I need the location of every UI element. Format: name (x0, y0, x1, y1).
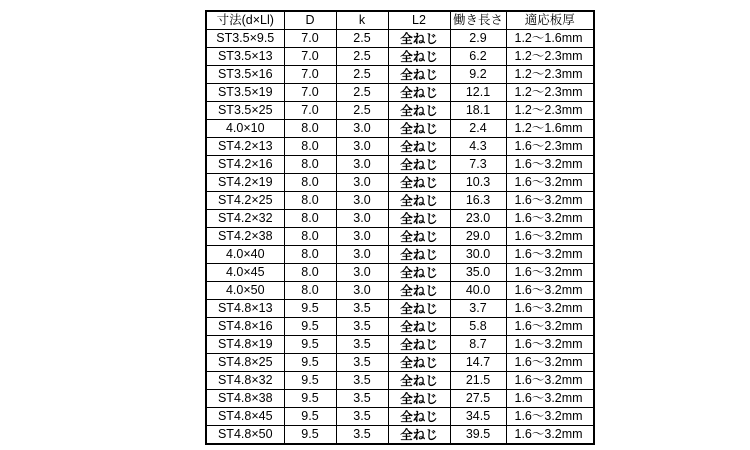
header-plate-thickness: 適応板厚 (506, 11, 594, 30)
cell-d: 7.0 (284, 48, 336, 66)
cell-working-length: 10.3 (450, 174, 506, 192)
cell-plate-thickness: 1.2～1.6mm (506, 120, 594, 138)
cell-size: ST3.5×13 (206, 48, 284, 66)
cell-d: 8.0 (284, 264, 336, 282)
table-row (206, 102, 594, 120)
cell-k: 3.0 (336, 156, 388, 174)
cell-l2: 全ねじ (388, 228, 450, 246)
cell-working-length: 34.5 (450, 408, 506, 426)
cell-working-length: 23.0 (450, 210, 506, 228)
cell-size: ST3.5×19 (206, 84, 284, 102)
cell-l2: 全ねじ (388, 138, 450, 156)
cell-plate-thickness: 1.2～2.3mm (506, 66, 594, 84)
cell-l2: 全ねじ (388, 372, 450, 390)
cell-k: 3.5 (336, 300, 388, 318)
cell-working-length: 39.5 (450, 426, 506, 445)
cell-k: 3.0 (336, 246, 388, 264)
cell-working-length: 40.0 (450, 282, 506, 300)
cell-working-length: 16.3 (450, 192, 506, 210)
cell-l2: 全ねじ (388, 210, 450, 228)
cell-k: 3.5 (336, 354, 388, 372)
cell-plate-thickness: 1.6～3.2mm (506, 228, 594, 246)
cell-l2: 全ねじ (388, 192, 450, 210)
cell-l2: 全ねじ (388, 246, 450, 264)
cell-working-length: 4.3 (450, 138, 506, 156)
cell-k: 3.5 (336, 336, 388, 354)
table-row (206, 426, 594, 445)
cell-l2: 全ねじ (388, 390, 450, 408)
cell-k: 3.5 (336, 372, 388, 390)
cell-plate-thickness: 1.6～3.2mm (506, 300, 594, 318)
cell-working-length: 29.0 (450, 228, 506, 246)
cell-k: 2.5 (336, 66, 388, 84)
cell-size: ST4.2×32 (206, 210, 284, 228)
cell-d: 9.5 (284, 372, 336, 390)
cell-l2: 全ねじ (388, 102, 450, 120)
cell-d: 8.0 (284, 192, 336, 210)
cell-d: 8.0 (284, 174, 336, 192)
cell-working-length: 27.5 (450, 390, 506, 408)
table-row (206, 30, 594, 48)
table-row (206, 246, 594, 264)
cell-size: ST4.2×16 (206, 156, 284, 174)
cell-k: 3.0 (336, 138, 388, 156)
cell-k: 2.5 (336, 30, 388, 48)
cell-l2: 全ねじ (388, 84, 450, 102)
cell-plate-thickness: 1.6～3.2mm (506, 390, 594, 408)
cell-plate-thickness: 1.6～3.2mm (506, 336, 594, 354)
table-row (206, 408, 594, 426)
header-d: D (284, 11, 336, 30)
table-row (206, 264, 594, 282)
cell-working-length: 5.8 (450, 318, 506, 336)
cell-k: 3.0 (336, 264, 388, 282)
cell-l2: 全ねじ (388, 156, 450, 174)
table-row (206, 282, 594, 300)
table-row (206, 120, 594, 138)
cell-plate-thickness: 1.6～3.2mm (506, 210, 594, 228)
cell-l2: 全ねじ (388, 282, 450, 300)
cell-size: ST4.8×25 (206, 354, 284, 372)
cell-size: ST4.8×50 (206, 426, 284, 445)
cell-plate-thickness: 1.6～3.2mm (506, 282, 594, 300)
cell-k: 3.5 (336, 426, 388, 445)
table-row (206, 318, 594, 336)
table-row (206, 192, 594, 210)
cell-d: 7.0 (284, 102, 336, 120)
cell-size: ST4.8×45 (206, 408, 284, 426)
table-row (206, 84, 594, 102)
cell-size: ST4.2×38 (206, 228, 284, 246)
cell-size: 4.0×45 (206, 264, 284, 282)
cell-plate-thickness: 1.2～2.3mm (506, 102, 594, 120)
cell-k: 2.5 (336, 84, 388, 102)
cell-size: ST4.8×16 (206, 318, 284, 336)
cell-plate-thickness: 1.2～2.3mm (506, 84, 594, 102)
cell-size: 4.0×10 (206, 120, 284, 138)
cell-size: ST4.2×13 (206, 138, 284, 156)
cell-plate-thickness: 1.6～3.2mm (506, 192, 594, 210)
cell-working-length: 18.1 (450, 102, 506, 120)
cell-l2: 全ねじ (388, 408, 450, 426)
cell-working-length: 12.1 (450, 84, 506, 102)
cell-d: 7.0 (284, 84, 336, 102)
cell-k: 2.5 (336, 102, 388, 120)
cell-working-length: 3.7 (450, 300, 506, 318)
cell-d: 8.0 (284, 210, 336, 228)
cell-l2: 全ねじ (388, 30, 450, 48)
cell-plate-thickness: 1.6～3.2mm (506, 156, 594, 174)
cell-working-length: 8.7 (450, 336, 506, 354)
cell-d: 8.0 (284, 138, 336, 156)
cell-k: 3.0 (336, 120, 388, 138)
table-row (206, 210, 594, 228)
cell-l2: 全ねじ (388, 336, 450, 354)
header-row (206, 11, 594, 30)
cell-plate-thickness: 1.6～3.2mm (506, 264, 594, 282)
header-size: 寸法(d×Ll) (206, 11, 284, 30)
cell-working-length: 6.2 (450, 48, 506, 66)
table-row (206, 336, 594, 354)
cell-d: 9.5 (284, 318, 336, 336)
cell-d: 9.5 (284, 300, 336, 318)
cell-working-length: 30.0 (450, 246, 506, 264)
cell-d: 8.0 (284, 228, 336, 246)
cell-l2: 全ねじ (388, 174, 450, 192)
cell-plate-thickness: 1.6～3.2mm (506, 426, 594, 445)
table-row (206, 156, 594, 174)
cell-l2: 全ねじ (388, 66, 450, 84)
cell-l2: 全ねじ (388, 354, 450, 372)
cell-l2: 全ねじ (388, 120, 450, 138)
cell-working-length: 21.5 (450, 372, 506, 390)
cell-size: 4.0×50 (206, 282, 284, 300)
cell-working-length: 7.3 (450, 156, 506, 174)
cell-k: 3.0 (336, 228, 388, 246)
cell-working-length: 35.0 (450, 264, 506, 282)
cell-size: ST4.8×19 (206, 336, 284, 354)
cell-d: 9.5 (284, 336, 336, 354)
table-row (206, 300, 594, 318)
cell-plate-thickness: 1.6～3.2mm (506, 408, 594, 426)
cell-d: 7.0 (284, 30, 336, 48)
table-row (206, 138, 594, 156)
cell-k: 3.0 (336, 174, 388, 192)
cell-plate-thickness: 1.6～3.2mm (506, 372, 594, 390)
cell-size: 4.0×40 (206, 246, 284, 264)
cell-plate-thickness: 1.6～3.2mm (506, 318, 594, 336)
cell-size: ST3.5×9.5 (206, 30, 284, 48)
cell-working-length: 2.9 (450, 30, 506, 48)
cell-size: ST4.2×19 (206, 174, 284, 192)
cell-d: 9.5 (284, 354, 336, 372)
table-row (206, 228, 594, 246)
header-working-length: 働き長さ (450, 11, 506, 30)
table-row (206, 372, 594, 390)
screw-spec-table (205, 10, 595, 445)
cell-size: ST4.8×32 (206, 372, 284, 390)
cell-plate-thickness: 1.6～3.2mm (506, 354, 594, 372)
cell-size: ST3.5×25 (206, 102, 284, 120)
cell-k: 3.5 (336, 408, 388, 426)
table-row (206, 66, 594, 84)
cell-d: 8.0 (284, 246, 336, 264)
cell-l2: 全ねじ (388, 426, 450, 445)
table-row (206, 354, 594, 372)
table-row (206, 390, 594, 408)
cell-k: 3.0 (336, 192, 388, 210)
cell-l2: 全ねじ (388, 48, 450, 66)
cell-k: 3.0 (336, 210, 388, 228)
header-l2: L2 (388, 11, 450, 30)
cell-size: ST4.8×13 (206, 300, 284, 318)
cell-working-length: 14.7 (450, 354, 506, 372)
cell-size: ST4.8×38 (206, 390, 284, 408)
cell-plate-thickness: 1.6～3.2mm (506, 174, 594, 192)
header-k: k (336, 11, 388, 30)
cell-d: 8.0 (284, 156, 336, 174)
cell-d: 8.0 (284, 120, 336, 138)
cell-d: 7.0 (284, 66, 336, 84)
cell-plate-thickness: 1.6～2.3mm (506, 138, 594, 156)
cell-d: 9.5 (284, 390, 336, 408)
cell-l2: 全ねじ (388, 300, 450, 318)
table-row (206, 174, 594, 192)
cell-d: 8.0 (284, 282, 336, 300)
cell-size: ST4.2×25 (206, 192, 284, 210)
cell-k: 3.5 (336, 390, 388, 408)
cell-working-length: 9.2 (450, 66, 506, 84)
cell-size: ST3.5×16 (206, 66, 284, 84)
table-body (206, 30, 594, 445)
cell-d: 9.5 (284, 408, 336, 426)
cell-l2: 全ねじ (388, 264, 450, 282)
cell-working-length: 2.4 (450, 120, 506, 138)
table-row (206, 48, 594, 66)
cell-k: 3.0 (336, 282, 388, 300)
cell-plate-thickness: 1.6～3.2mm (506, 246, 594, 264)
cell-plate-thickness: 1.2～1.6mm (506, 30, 594, 48)
cell-l2: 全ねじ (388, 318, 450, 336)
cell-d: 9.5 (284, 426, 336, 445)
cell-plate-thickness: 1.2～2.3mm (506, 48, 594, 66)
cell-k: 3.5 (336, 318, 388, 336)
cell-k: 2.5 (336, 48, 388, 66)
